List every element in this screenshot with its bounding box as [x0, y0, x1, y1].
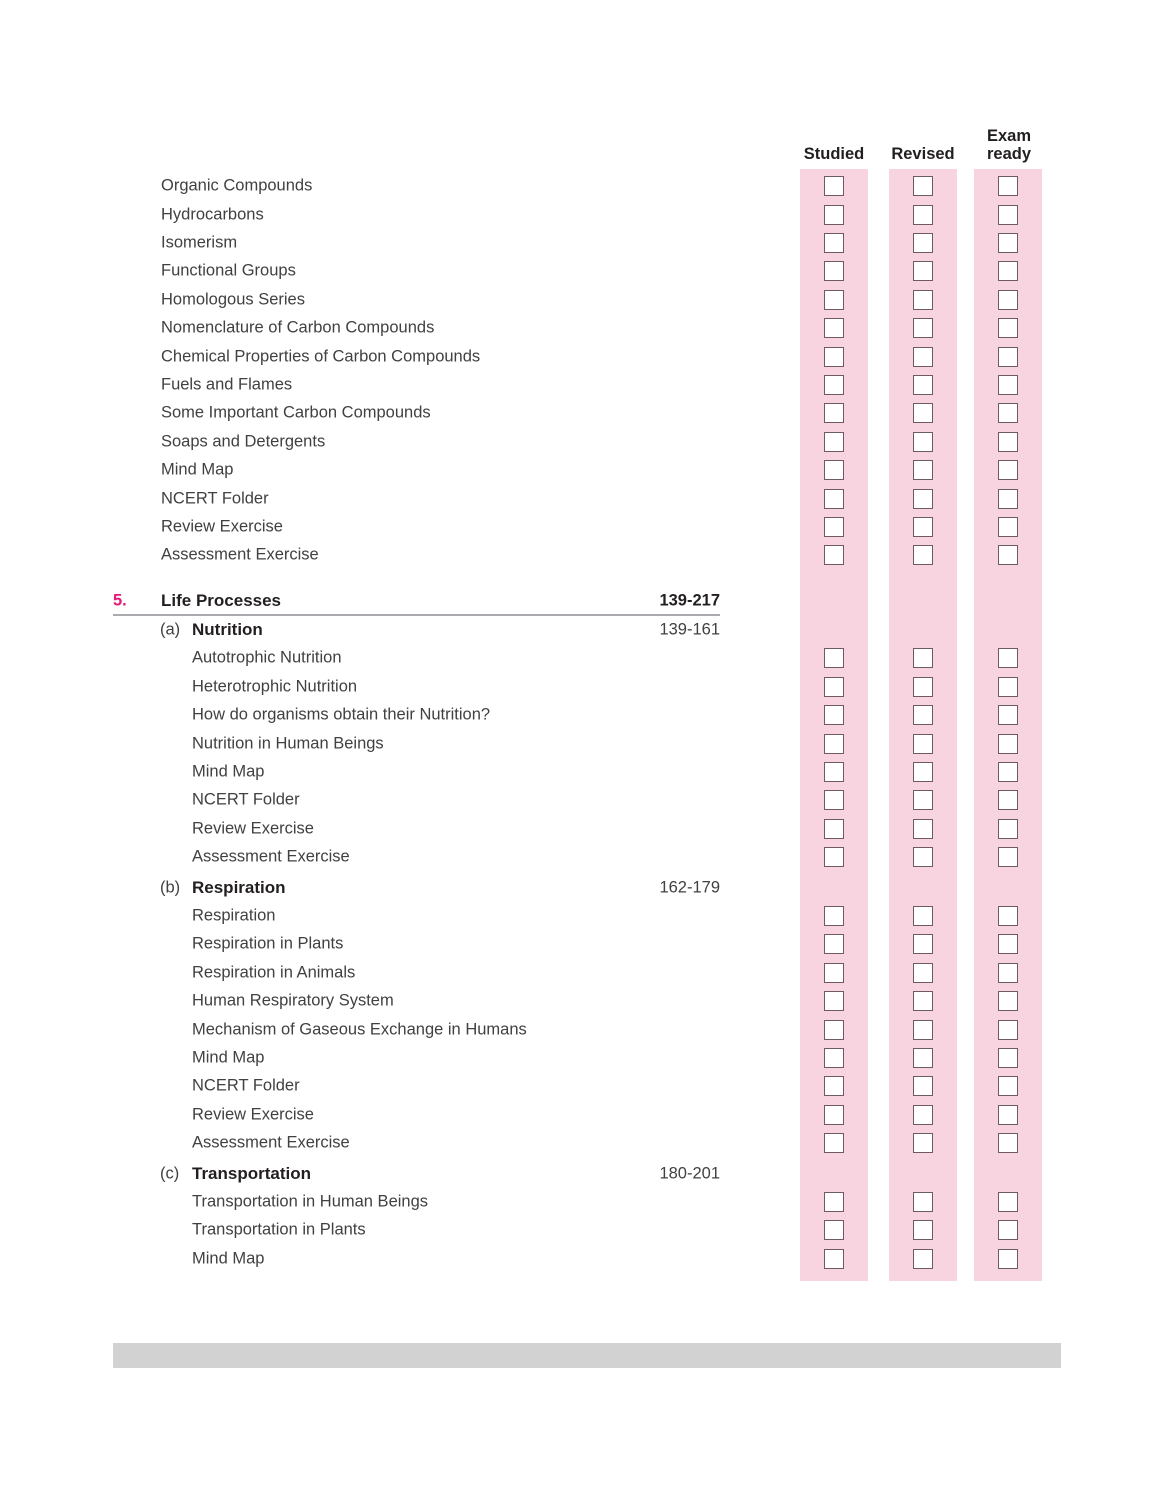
toc-item-label: Mind Map [192, 1048, 265, 1067]
toc-item-label: Review Exercise [192, 819, 314, 838]
toc-item-label: How do organisms obtain their Nutrition? [192, 705, 491, 724]
toc-item-label: Human Respiratory System [192, 991, 394, 1010]
studied-checkbox[interactable] [824, 1048, 844, 1068]
revised-checkbox[interactable] [913, 347, 933, 367]
exam-ready-checkbox[interactable] [998, 460, 1018, 480]
toc-rows [0, 172, 1174, 1273]
revised-checkbox[interactable] [913, 790, 933, 810]
exam-ready-checkbox[interactable] [998, 261, 1018, 281]
exam-ready-checkbox[interactable] [998, 205, 1018, 225]
toc-item-row [0, 1044, 1174, 1072]
exam-ready-checkbox[interactable] [998, 906, 1018, 926]
studied-checkbox[interactable] [824, 318, 844, 338]
toc-item-label: Nomenclature of Carbon Compounds [161, 318, 435, 337]
header-studied: Studied [803, 145, 865, 164]
revised-checkbox[interactable] [913, 1048, 933, 1068]
toc-item-label: Respiration [192, 906, 276, 925]
toc-item-row [0, 1015, 1174, 1043]
chapter-row [0, 588, 1174, 614]
revised-checkbox[interactable] [913, 318, 933, 338]
toc-item-label: Respiration in Plants [192, 934, 344, 953]
toc-item-label: Assessment Exercise [161, 545, 319, 564]
studied-checkbox[interactable] [824, 790, 844, 810]
toc-item-label: Homologous Series [161, 290, 305, 309]
exam-ready-checkbox[interactable] [998, 375, 1018, 395]
toc-item-row [0, 843, 1174, 871]
revised-checkbox[interactable] [913, 403, 933, 423]
exam-ready-checkbox[interactable] [998, 545, 1018, 565]
studied-checkbox[interactable] [824, 432, 844, 452]
studied-checkbox[interactable] [824, 648, 844, 668]
toc-item-row [0, 1245, 1174, 1273]
toc-item-label: Transportation in Plants [192, 1220, 366, 1239]
toc-item-row [0, 930, 1174, 958]
chapter-pages: 139-217 [659, 591, 720, 610]
studied-checkbox[interactable] [824, 375, 844, 395]
toc-item-label: Mechanism of Gaseous Exchange in Humans [192, 1020, 527, 1039]
part-label: (b) [160, 878, 181, 897]
toc-item-label: Review Exercise [192, 1105, 314, 1124]
revised-checkbox[interactable] [913, 847, 933, 867]
revised-checkbox[interactable] [913, 991, 933, 1011]
toc-item-label: NCERT Folder [192, 1076, 300, 1095]
footer-bar [113, 1343, 1061, 1368]
toc-item-label: Organic Compounds [161, 176, 313, 195]
studied-checkbox[interactable] [824, 1133, 844, 1153]
toc-item-label: Respiration in Animals [192, 963, 356, 982]
toc-item-row [0, 1188, 1174, 1216]
studied-checkbox[interactable] [824, 1249, 844, 1269]
part-pages: 162-179 [659, 878, 720, 897]
part-title: Transportation [192, 1163, 312, 1183]
studied-checkbox[interactable] [824, 205, 844, 225]
part-pages: 180-201 [659, 1164, 720, 1183]
toc-item-row [0, 673, 1174, 701]
exam-ready-checkbox[interactable] [998, 705, 1018, 725]
chapter-title: Life Processes [161, 590, 282, 610]
studied-checkbox[interactable] [824, 1105, 844, 1125]
header-exam-ready: Exam ready [986, 127, 1032, 164]
exam-ready-checkbox[interactable] [998, 1076, 1018, 1096]
toc-item-row [0, 257, 1174, 285]
revised-checkbox[interactable] [913, 677, 933, 697]
toc-item-row [0, 644, 1174, 672]
studied-checkbox[interactable] [824, 705, 844, 725]
chapter-number: 5. [113, 591, 127, 610]
revised-checkbox[interactable] [913, 648, 933, 668]
exam-ready-checkbox[interactable] [998, 991, 1018, 1011]
exam-ready-checkbox[interactable] [998, 648, 1018, 668]
toc-item-row [0, 513, 1174, 541]
toc-item-label: Isomerism [161, 233, 238, 252]
revised-checkbox[interactable] [913, 819, 933, 839]
exam-ready-checkbox[interactable] [998, 1105, 1018, 1125]
exam-ready-checkbox[interactable] [998, 677, 1018, 697]
revised-checkbox[interactable] [913, 233, 933, 253]
part-title: Nutrition [192, 619, 263, 639]
studied-checkbox[interactable] [824, 545, 844, 565]
studied-checkbox[interactable] [824, 460, 844, 480]
exam-ready-checkbox[interactable] [998, 847, 1018, 867]
exam-ready-checkbox[interactable] [998, 790, 1018, 810]
toc-item-row [0, 1216, 1174, 1244]
studied-checkbox[interactable] [824, 176, 844, 196]
toc-item-row [0, 1072, 1174, 1100]
exam-ready-checkbox[interactable] [998, 1220, 1018, 1240]
revised-checkbox[interactable] [913, 734, 933, 754]
studied-checkbox[interactable] [824, 677, 844, 697]
toc-item-row [0, 541, 1174, 569]
toc-item-label: Chemical Properties of Carbon Compounds [161, 347, 481, 366]
toc-item-row [0, 172, 1174, 200]
studied-checkbox[interactable] [824, 290, 844, 310]
studied-checkbox[interactable] [824, 489, 844, 509]
exam-ready-checkbox[interactable] [998, 176, 1018, 196]
part-row [0, 1159, 1174, 1187]
studied-checkbox[interactable] [824, 819, 844, 839]
studied-checkbox[interactable] [824, 1076, 844, 1096]
studied-checkbox[interactable] [824, 347, 844, 367]
toc-item-label: Assessment Exercise [192, 847, 350, 866]
toc-item-label: Some Important Carbon Compounds [161, 403, 431, 422]
toc-item-label: Heterotrophic Nutrition [192, 677, 358, 696]
toc-item-label: Mind Map [161, 460, 234, 479]
toc-item-label: Mind Map [192, 1249, 265, 1268]
toc-item-row [0, 428, 1174, 456]
toc-item-row [0, 342, 1174, 370]
exam-ready-checkbox[interactable] [998, 734, 1018, 754]
part-label: (c) [160, 1164, 180, 1183]
header-revised: Revised [891, 145, 955, 164]
part-pages: 139-161 [659, 620, 720, 639]
toc-item-row [0, 987, 1174, 1015]
toc-item-row [0, 758, 1174, 786]
part-row [0, 616, 1174, 644]
toc-item-label: Soaps and Detergents [161, 432, 326, 451]
studied-checkbox[interactable] [824, 1192, 844, 1212]
toc-item-row [0, 314, 1174, 342]
exam-ready-checkbox[interactable] [998, 489, 1018, 509]
revised-checkbox[interactable] [913, 906, 933, 926]
revised-checkbox[interactable] [913, 934, 933, 954]
studied-checkbox[interactable] [824, 734, 844, 754]
revised-checkbox[interactable] [913, 290, 933, 310]
exam-ready-checkbox[interactable] [998, 1192, 1018, 1212]
exam-ready-checkbox[interactable] [998, 1133, 1018, 1153]
toc-item-row [0, 399, 1174, 427]
toc-item-row [0, 729, 1174, 757]
studied-checkbox[interactable] [824, 1020, 844, 1040]
studied-checkbox[interactable] [824, 233, 844, 253]
revised-checkbox[interactable] [913, 1105, 933, 1125]
exam-ready-checkbox[interactable] [998, 290, 1018, 310]
part-title: Respiration [192, 877, 286, 897]
toc-item-label: Fuels and Flames [161, 375, 293, 394]
toc-item-row [0, 1101, 1174, 1129]
studied-checkbox[interactable] [824, 963, 844, 983]
studied-checkbox[interactable] [824, 906, 844, 926]
exam-ready-checkbox[interactable] [998, 347, 1018, 367]
toc-item-label: Nutrition in Human Beings [192, 734, 384, 753]
toc-item-row [0, 902, 1174, 930]
studied-checkbox[interactable] [824, 847, 844, 867]
studied-checkbox[interactable] [824, 517, 844, 537]
revised-checkbox[interactable] [913, 705, 933, 725]
revised-checkbox[interactable] [913, 176, 933, 196]
exam-ready-checkbox[interactable] [998, 934, 1018, 954]
revised-checkbox[interactable] [913, 432, 933, 452]
exam-ready-checkbox[interactable] [998, 517, 1018, 537]
toc-item-row [0, 371, 1174, 399]
exam-ready-checkbox[interactable] [998, 318, 1018, 338]
revised-checkbox[interactable] [913, 375, 933, 395]
revised-checkbox[interactable] [913, 762, 933, 782]
exam-ready-checkbox[interactable] [998, 1249, 1018, 1269]
exam-ready-checkbox[interactable] [998, 233, 1018, 253]
toc-item-label: Autotrophic Nutrition [192, 648, 342, 667]
exam-ready-checkbox[interactable] [998, 1020, 1018, 1040]
exam-ready-checkbox[interactable] [998, 432, 1018, 452]
toc-item-label: Hydrocarbons [161, 205, 264, 224]
toc-item-label: NCERT Folder [161, 489, 269, 508]
revised-checkbox[interactable] [913, 261, 933, 281]
exam-ready-checkbox[interactable] [998, 819, 1018, 839]
toc-item-row [0, 200, 1174, 228]
studied-checkbox[interactable] [824, 261, 844, 281]
revised-checkbox[interactable] [913, 205, 933, 225]
toc-item-row [0, 1129, 1174, 1157]
revised-checkbox[interactable] [913, 1076, 933, 1096]
toc-item-row [0, 456, 1174, 484]
toc-item-row [0, 484, 1174, 512]
part-label: (a) [160, 620, 181, 639]
toc-item-row [0, 229, 1174, 257]
toc-item-row [0, 815, 1174, 843]
exam-ready-checkbox[interactable] [998, 403, 1018, 423]
exam-ready-checkbox[interactable] [998, 963, 1018, 983]
toc-item-label: Review Exercise [161, 517, 283, 536]
studied-checkbox[interactable] [824, 403, 844, 423]
studied-checkbox[interactable] [824, 1220, 844, 1240]
revised-checkbox[interactable] [913, 1249, 933, 1269]
toc-item-row [0, 959, 1174, 987]
revised-checkbox[interactable] [913, 489, 933, 509]
part-row [0, 873, 1174, 901]
revised-checkbox[interactable] [913, 1020, 933, 1040]
toc-item-label: NCERT Folder [192, 790, 300, 809]
revised-checkbox[interactable] [913, 545, 933, 565]
toc-item-row [0, 286, 1174, 314]
revised-checkbox[interactable] [913, 963, 933, 983]
revised-checkbox[interactable] [913, 1192, 933, 1212]
studied-checkbox[interactable] [824, 934, 844, 954]
toc-item-row [0, 701, 1174, 729]
toc-item-label: Assessment Exercise [192, 1133, 350, 1152]
toc-item-row [0, 786, 1174, 814]
studied-checkbox[interactable] [824, 991, 844, 1011]
exam-ready-checkbox[interactable] [998, 1048, 1018, 1068]
studied-checkbox[interactable] [824, 762, 844, 782]
revised-checkbox[interactable] [913, 460, 933, 480]
exam-ready-checkbox[interactable] [998, 762, 1018, 782]
toc-item-label: Mind Map [192, 762, 265, 781]
revised-checkbox[interactable] [913, 1133, 933, 1153]
toc-item-label: Transportation in Human Beings [192, 1192, 429, 1211]
toc-item-label: Functional Groups [161, 261, 296, 280]
revised-checkbox[interactable] [913, 517, 933, 537]
revised-checkbox[interactable] [913, 1220, 933, 1240]
